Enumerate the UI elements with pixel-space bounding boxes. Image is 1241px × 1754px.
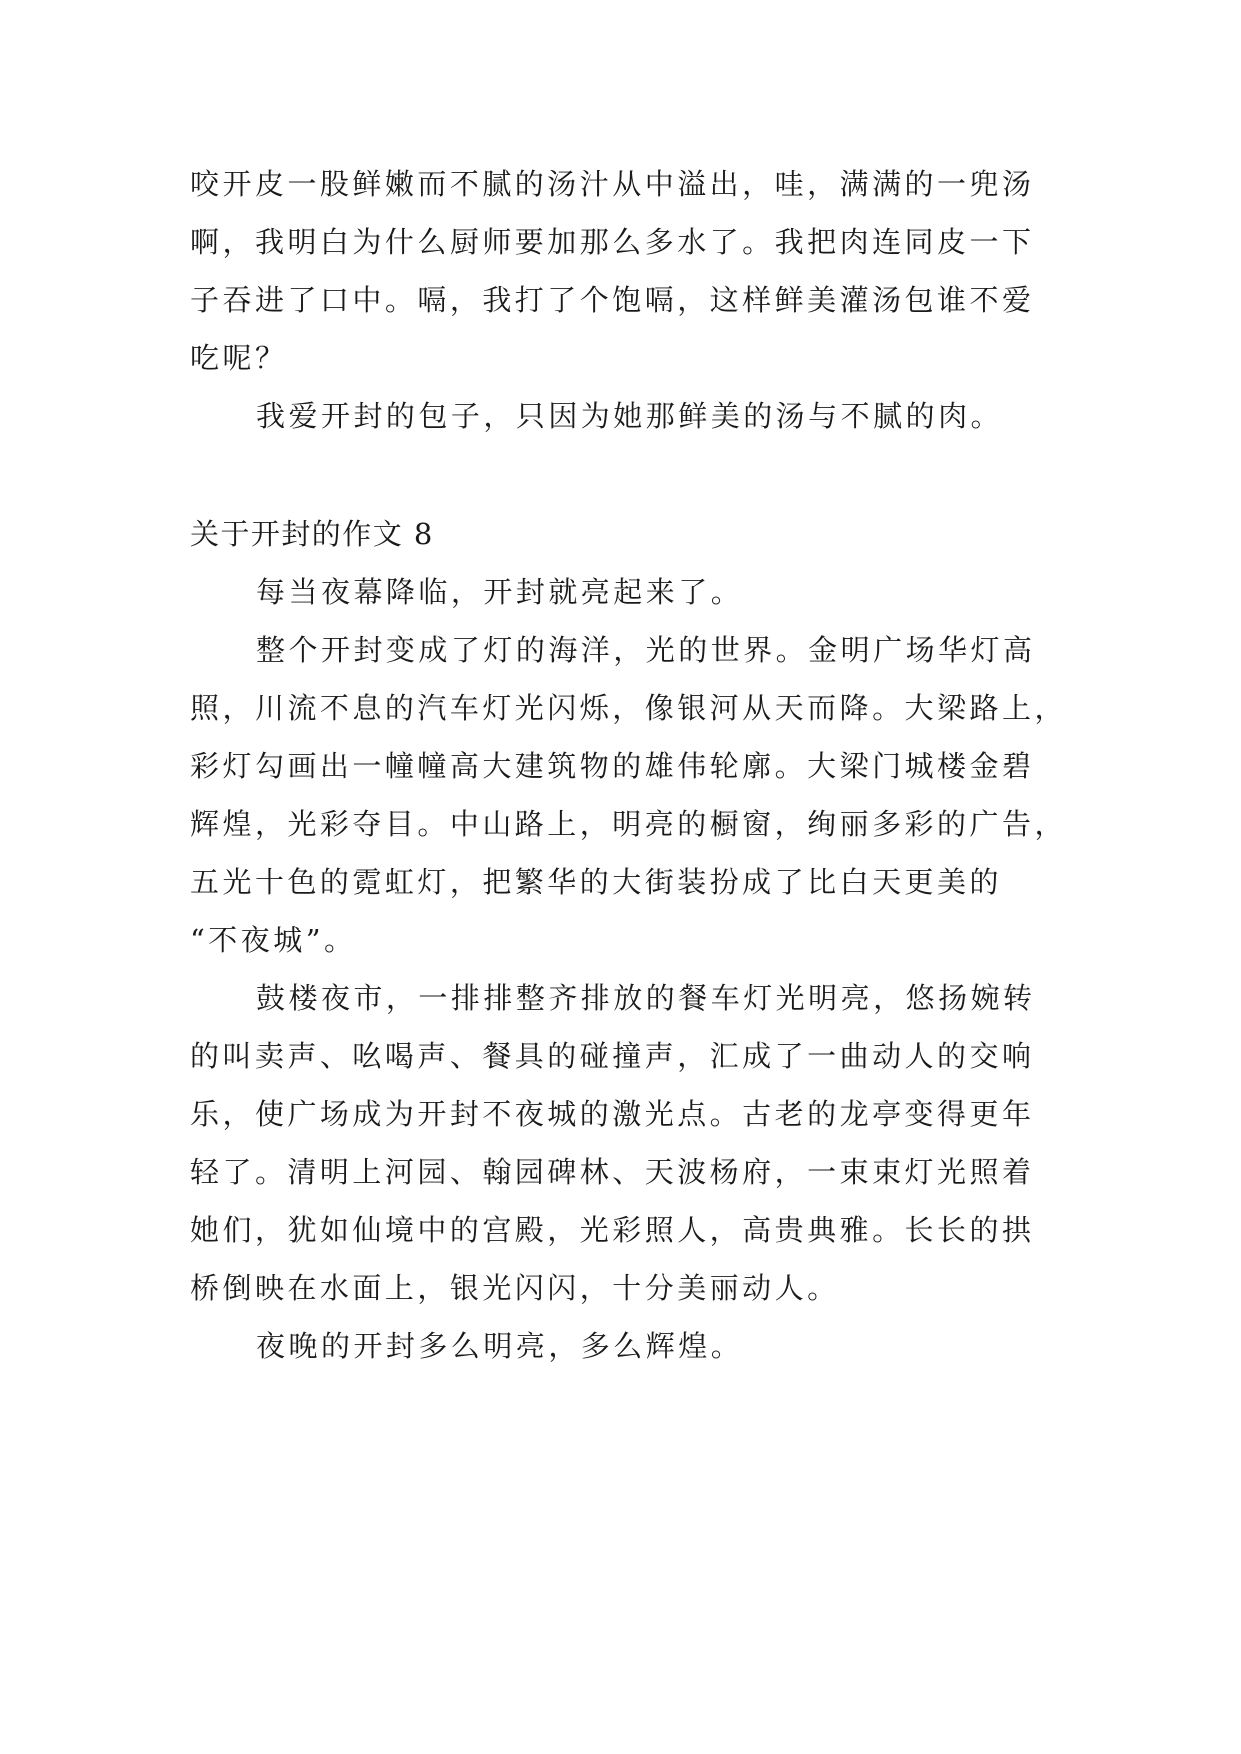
text-line: 照，川流不息的汽车灯光闪烁，像银河从天而降。大梁路上， [190, 691, 1067, 725]
text-line: 桥倒映在水面上，银光闪闪，十分美丽动人。 [190, 1271, 840, 1305]
paragraph-love-baozi [190, 387, 1116, 445]
text-line: 她们，犹如仙境中的宫殿，光彩照人，高贵典雅。长长的拱 [190, 1213, 1035, 1247]
text-line: 彩灯勾画出一幢幢高大建筑物的雄伟轮廓。大梁门城楼金碧 [190, 749, 1035, 783]
essay-title: 关于开封的作文 8 [190, 517, 434, 551]
text-line: 吃呢？ [190, 341, 288, 375]
paragraph-city-lights [190, 621, 1067, 969]
text-line: 的叫卖声、吆喝声、餐具的碰撞声，汇成了一曲动人的交响 [190, 1039, 1035, 1073]
text-line: 我爱开封的包子，只因为她那鲜美的汤与不腻的肉。 [256, 399, 1004, 433]
paragraph-dumpling-soup [190, 155, 1050, 387]
text-line: 轻了。清明上河园、翰园碑林、天波杨府，一束束灯光照着 [190, 1155, 1035, 1189]
text-line: 乐，使广场成为开封不夜城的激光点。古老的龙亭变得更年 [190, 1097, 1035, 1131]
paragraph-nightfall [190, 563, 1116, 621]
text-line: 夜晚的开封多么明亮，多么辉煌。 [256, 1329, 744, 1363]
paragraph-conclusion [190, 1317, 1116, 1375]
paragraph-drum-tower-market [190, 969, 1050, 1317]
text-line: 每当夜幕降临，开封就亮起来了。 [256, 575, 744, 609]
text-line: 鼓楼夜市，一排排整齐排放的餐车灯光明亮，悠扬婉转 [256, 981, 1036, 1015]
text-line: 子吞进了口中。嗝，我打了个饱嗝，这样鲜美灌汤包谁不爱 [190, 283, 1035, 317]
text-line: 五光十色的霓虹灯，把繁华的大街装扮成了比白天更美的 [190, 865, 1003, 899]
text-line: 整个开封变成了灯的海洋，光的世界。金明广场华灯高 [256, 633, 1036, 667]
text-line: 咬开皮一股鲜嫩而不腻的汤汁从中溢出，哇，满满的一兜汤 [190, 167, 1035, 201]
text-line: 啊，我明白为什么厨师要加那么多水了。我把肉连同皮一下 [190, 225, 1035, 259]
text-line: “不夜城”。 [190, 923, 357, 957]
text-line: 辉煌，光彩夺目。中山路上，明亮的橱窗，绚丽多彩的广告， [190, 807, 1067, 841]
essay-heading [190, 505, 1050, 563]
